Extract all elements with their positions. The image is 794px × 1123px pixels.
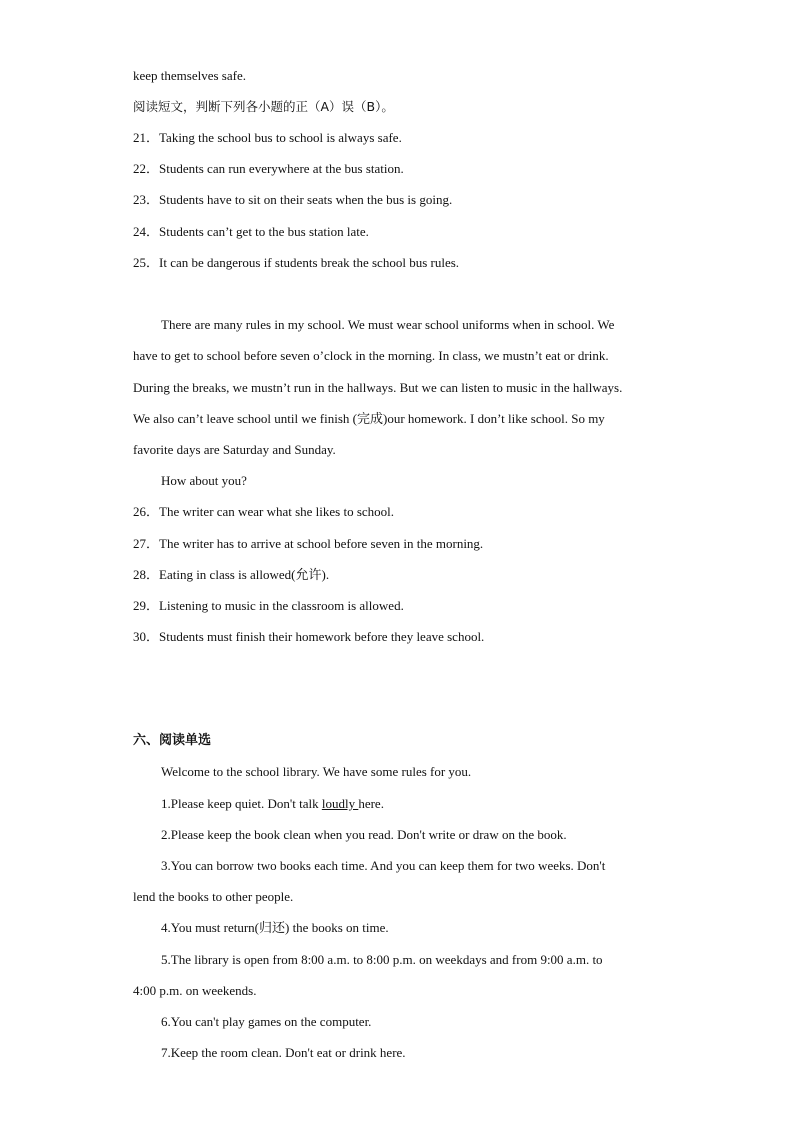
passage-line-1: There are many rules in my school. We must wear school uniforms when in school. We	[161, 317, 615, 332]
question-text: It can be dangerous if students break the school bus rules.	[159, 255, 460, 270]
question-26	[133, 504, 673, 520]
library-rule-7: 7.Keep the room clean. Don't eat or drink here.	[161, 1045, 406, 1060]
question-number: 30．	[133, 629, 160, 644]
question-number: 24．	[133, 224, 160, 239]
question-number: 25．	[133, 255, 160, 270]
library-rule-1	[161, 796, 701, 812]
library-rule-6: 6.You can't play games on the computer.	[161, 1014, 372, 1029]
question-text: Students can run everywhere at the bus station.	[159, 161, 404, 176]
rule-text: here.	[358, 796, 384, 811]
library-rule-4: 4.You must return(归还) the books on time.	[161, 920, 389, 935]
question-25	[133, 255, 673, 271]
question-number: 23．	[133, 192, 160, 207]
question-text: Eating in class is allowed(允许).	[159, 567, 330, 582]
question-text: The writer has to arrive at school before seven in the morning.	[159, 536, 484, 551]
question-number: 26．	[133, 504, 160, 519]
question-text: Students have to sit on their seats when the bus is going.	[159, 192, 453, 207]
question-21	[133, 130, 673, 146]
question-text: The writer can wear what she likes to school.	[159, 504, 395, 519]
question-text: Students can’t get to the bus station late.	[159, 224, 369, 239]
library-rule-3: 3.You can borrow two books each time. And you can keep them for two weeks. Don't	[161, 858, 606, 873]
passage-line-5: favorite days are Saturday and Sunday.	[133, 442, 336, 457]
question-22	[133, 161, 673, 177]
library-rule-5: 5.The library is open from 8:00 a.m. to 8:00 p.m. on weekdays and from 9:00 a.m. to	[161, 952, 603, 967]
question-text: Taking the school bus to school is always safe.	[159, 130, 402, 145]
library-rule-2: 2.Please keep the book clean when you read. Don't write or draw on the book.	[161, 827, 567, 842]
library-rule-5-cont: 4:00 p.m. on weekends.	[133, 983, 257, 998]
question-text: Listening to music in the classroom is allowed.	[159, 598, 404, 613]
question-number: 22．	[133, 161, 160, 176]
question-24	[133, 224, 673, 240]
question-23	[133, 192, 673, 208]
question-30	[133, 629, 673, 645]
question-number: 28．	[133, 567, 160, 582]
library-welcome: Welcome to the school library. We have some rules for you.	[161, 764, 472, 779]
question-28	[133, 567, 673, 583]
instruction-text: 阅读短文，判断下列各小题的正（A）误（B）。	[133, 99, 394, 114]
passage-line-6: How about you?	[161, 473, 247, 488]
question-number: 29．	[133, 598, 160, 613]
passage-line-4: We also can’t leave school until we finish (完成)our homework. I don’t like school. So my	[133, 411, 605, 426]
question-29	[133, 598, 673, 614]
library-rule-3-cont: lend the books to other people.	[133, 889, 294, 904]
question-27	[133, 536, 673, 552]
section-heading: 六、阅读单选	[133, 733, 212, 748]
underlined-word: loudly	[321, 796, 359, 811]
passage-line-3: During the breaks, we mustn’t run in the hallways. But we can listen to music in the hallways.	[133, 380, 623, 395]
passage-tail: keep themselves safe.	[133, 68, 246, 83]
question-number: 27．	[133, 536, 160, 551]
passage-line-2: have to get to school before seven o’clock in the morning. In class, we mustn’t eat or drink.	[133, 348, 609, 363]
question-number: 21．	[133, 130, 160, 145]
rule-text: 1.Please keep quiet. Don't talk	[161, 796, 322, 811]
question-text: Students must finish their homework before they leave school.	[159, 629, 485, 644]
